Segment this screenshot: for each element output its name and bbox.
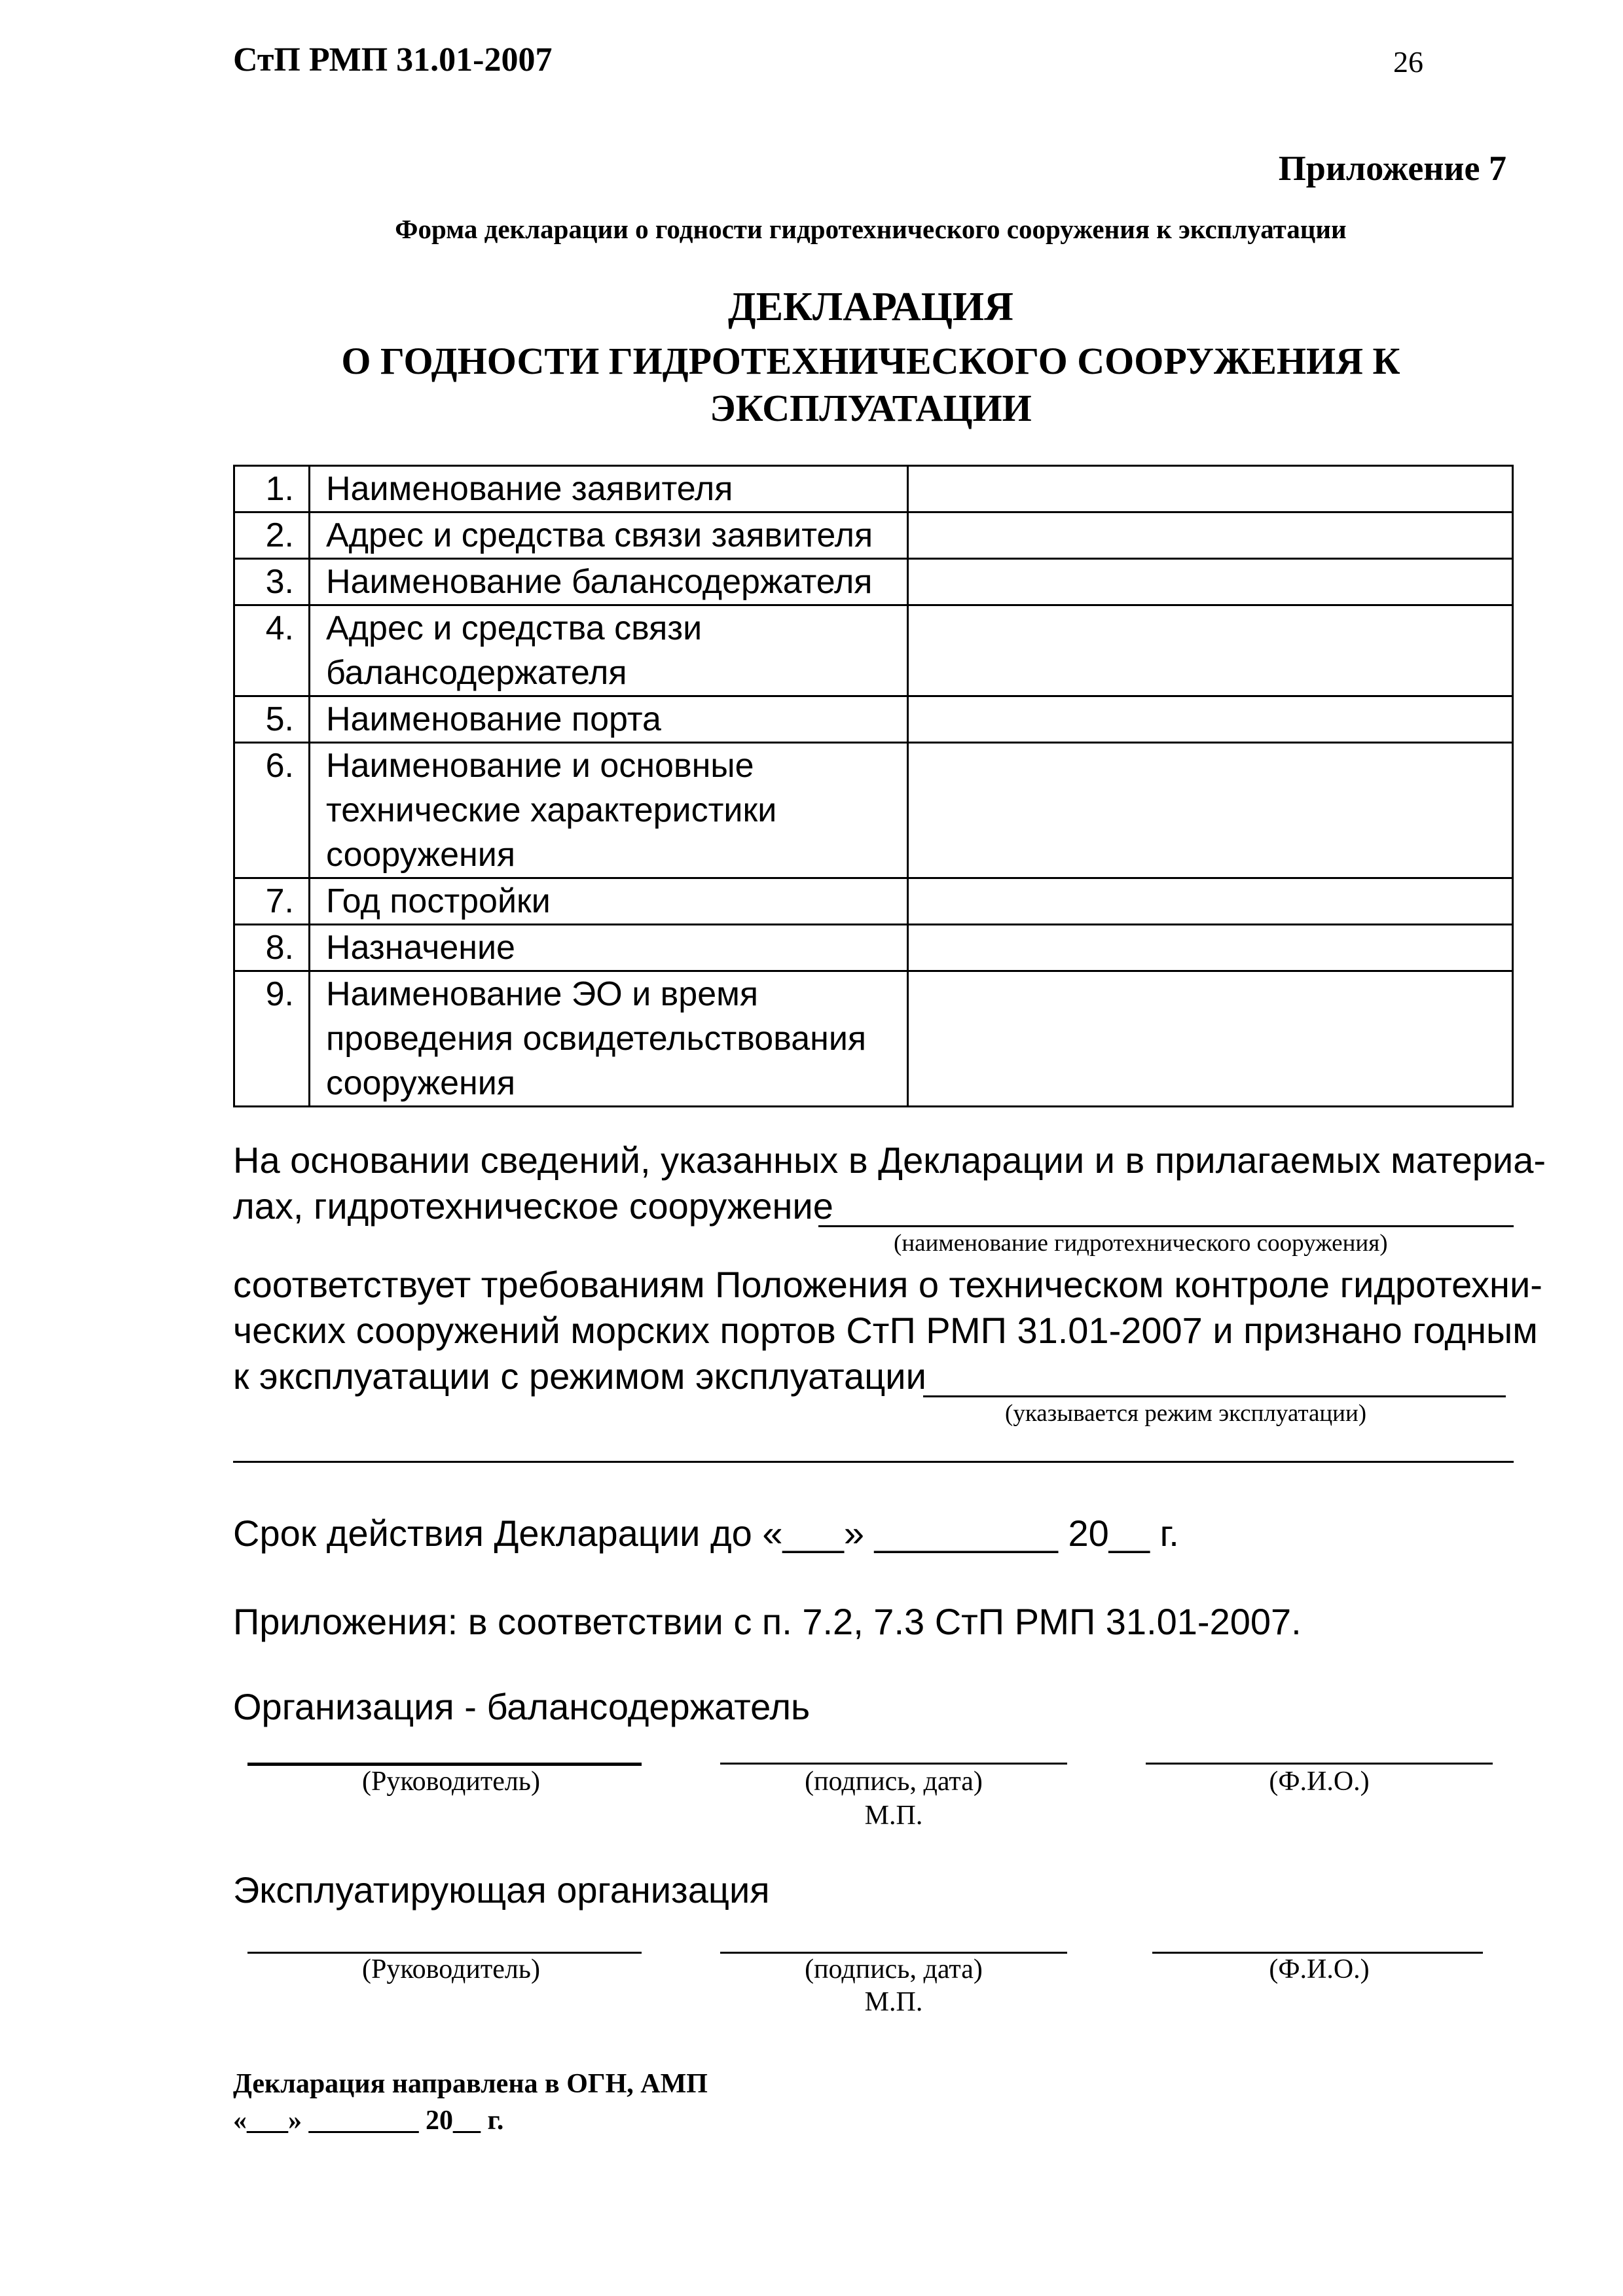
row-label: Назначение	[310, 925, 908, 971]
row-value-cell[interactable]	[908, 605, 1513, 696]
table-row	[234, 559, 1513, 605]
holder-sign-label: (подпись, дата)	[805, 1767, 983, 1797]
row-label: Адрес и средства связи балансодержателя	[310, 605, 908, 696]
body-line-4: ческих сооружений морских портов СтП РМП 31.01-2007 и признано годным	[233, 1310, 1538, 1351]
row-number: 8.	[234, 925, 310, 971]
row-label: Наименование заявителя	[310, 466, 908, 512]
row-value-cell[interactable]	[908, 743, 1513, 878]
org-holder-label: Организация - балансодержатель	[233, 1686, 811, 1727]
row-label: Наименование ЭО и время проведения освидетельствования сооружения	[310, 971, 908, 1107]
structure-name-hint: (наименование гидротехнического сооружения)	[894, 1230, 1388, 1257]
form-title: Форма декларации о годности гидротехнического сооружения к эксплуатации	[395, 214, 1347, 244]
row-label: Наименование и основные технические характеристики сооружения	[310, 743, 908, 878]
document-code: СтП РМП 31.01-2007	[233, 41, 553, 79]
table-row	[234, 466, 1513, 512]
row-number: 3.	[234, 559, 310, 605]
declaration-title: ДЕКЛАРАЦИЯ	[728, 285, 1013, 329]
body-line-3: соответствует требованиям Положения о техническом контроле гидротехни-	[233, 1264, 1542, 1305]
attachments-line: Приложения: в соответствии с п. 7.2, 7.3 СтП РМП 31.01-2007.	[233, 1601, 1302, 1642]
row-value-cell[interactable]	[908, 559, 1513, 605]
row-number: 2.	[234, 512, 310, 559]
operator-stamp-label: М.П.	[864, 1987, 923, 2017]
holder-fio-label: (Ф.И.О.)	[1269, 1767, 1370, 1797]
declaration-subtitle-line2: ЭКСПЛУАТАЦИИ	[710, 387, 1032, 429]
row-value-cell[interactable]	[908, 925, 1513, 971]
row-number: 9.	[234, 971, 310, 1107]
table-row	[234, 878, 1513, 925]
page-number: 26	[1393, 45, 1423, 79]
appendix-label: Приложение 7	[1278, 149, 1506, 188]
body-line-5: к эксплуатации с режимом эксплуатации	[233, 1355, 926, 1397]
holder-head-label: (Руководитель)	[362, 1767, 540, 1797]
row-value-cell[interactable]	[908, 878, 1513, 925]
row-value-cell[interactable]	[908, 512, 1513, 559]
row-label: Адрес и средства связи заявителя	[310, 512, 908, 559]
row-value-cell[interactable]	[908, 466, 1513, 512]
structure-name-field[interactable]	[818, 1225, 1514, 1227]
table-row	[234, 512, 1513, 559]
table-row	[234, 743, 1513, 878]
declaration-subtitle-line1: О ГОДНОСТИ ГИДРОТЕХНИЧЕСКОГО СООРУЖЕНИЯ К	[341, 340, 1400, 382]
sent-to-line: Декларация направлена в ОГН, АМП	[233, 2069, 708, 2099]
operator-head-label: (Руководитель)	[362, 1954, 540, 1984]
row-value-cell[interactable]	[908, 696, 1513, 743]
row-number: 5.	[234, 696, 310, 743]
validity-line: Срок действия Декларации до «___» _________ 20__ г.	[233, 1513, 1179, 1554]
operation-mode-field-continued[interactable]	[233, 1461, 1514, 1463]
holder-stamp-label: М.П.	[864, 1801, 923, 1831]
row-label: Наименование балансодержателя	[310, 559, 908, 605]
operation-mode-hint: (указывается режим эксплуатации)	[1005, 1400, 1367, 1427]
row-value-cell[interactable]	[908, 971, 1513, 1107]
table-row	[234, 605, 1513, 696]
table-row	[234, 925, 1513, 971]
row-number: 6.	[234, 743, 310, 878]
row-number: 4.	[234, 605, 310, 696]
operation-mode-field[interactable]	[923, 1395, 1506, 1397]
sent-date-line: «___» ________ 20__ г.	[233, 2106, 504, 2136]
row-label: Год постройки	[310, 878, 908, 925]
row-number: 1.	[234, 466, 310, 512]
holder-fio-line[interactable]	[1146, 1763, 1493, 1765]
body-line-2: лах, гидротехническое сооружение	[233, 1185, 833, 1227]
operating-org-label: Эксплуатирующая организация	[233, 1869, 770, 1910]
table-row	[234, 971, 1513, 1107]
row-number: 7.	[234, 878, 310, 925]
operator-sign-label: (подпись, дата)	[805, 1954, 983, 1984]
table-row	[234, 696, 1513, 743]
holder-sign-date-line[interactable]	[720, 1763, 1067, 1765]
row-label: Наименование порта	[310, 696, 908, 743]
declaration-table	[233, 465, 1514, 1107]
body-line-1: На основании сведений, указанных в Декларации и в прилагаемых материа-	[233, 1139, 1546, 1181]
operator-fio-label: (Ф.И.О.)	[1269, 1954, 1370, 1984]
